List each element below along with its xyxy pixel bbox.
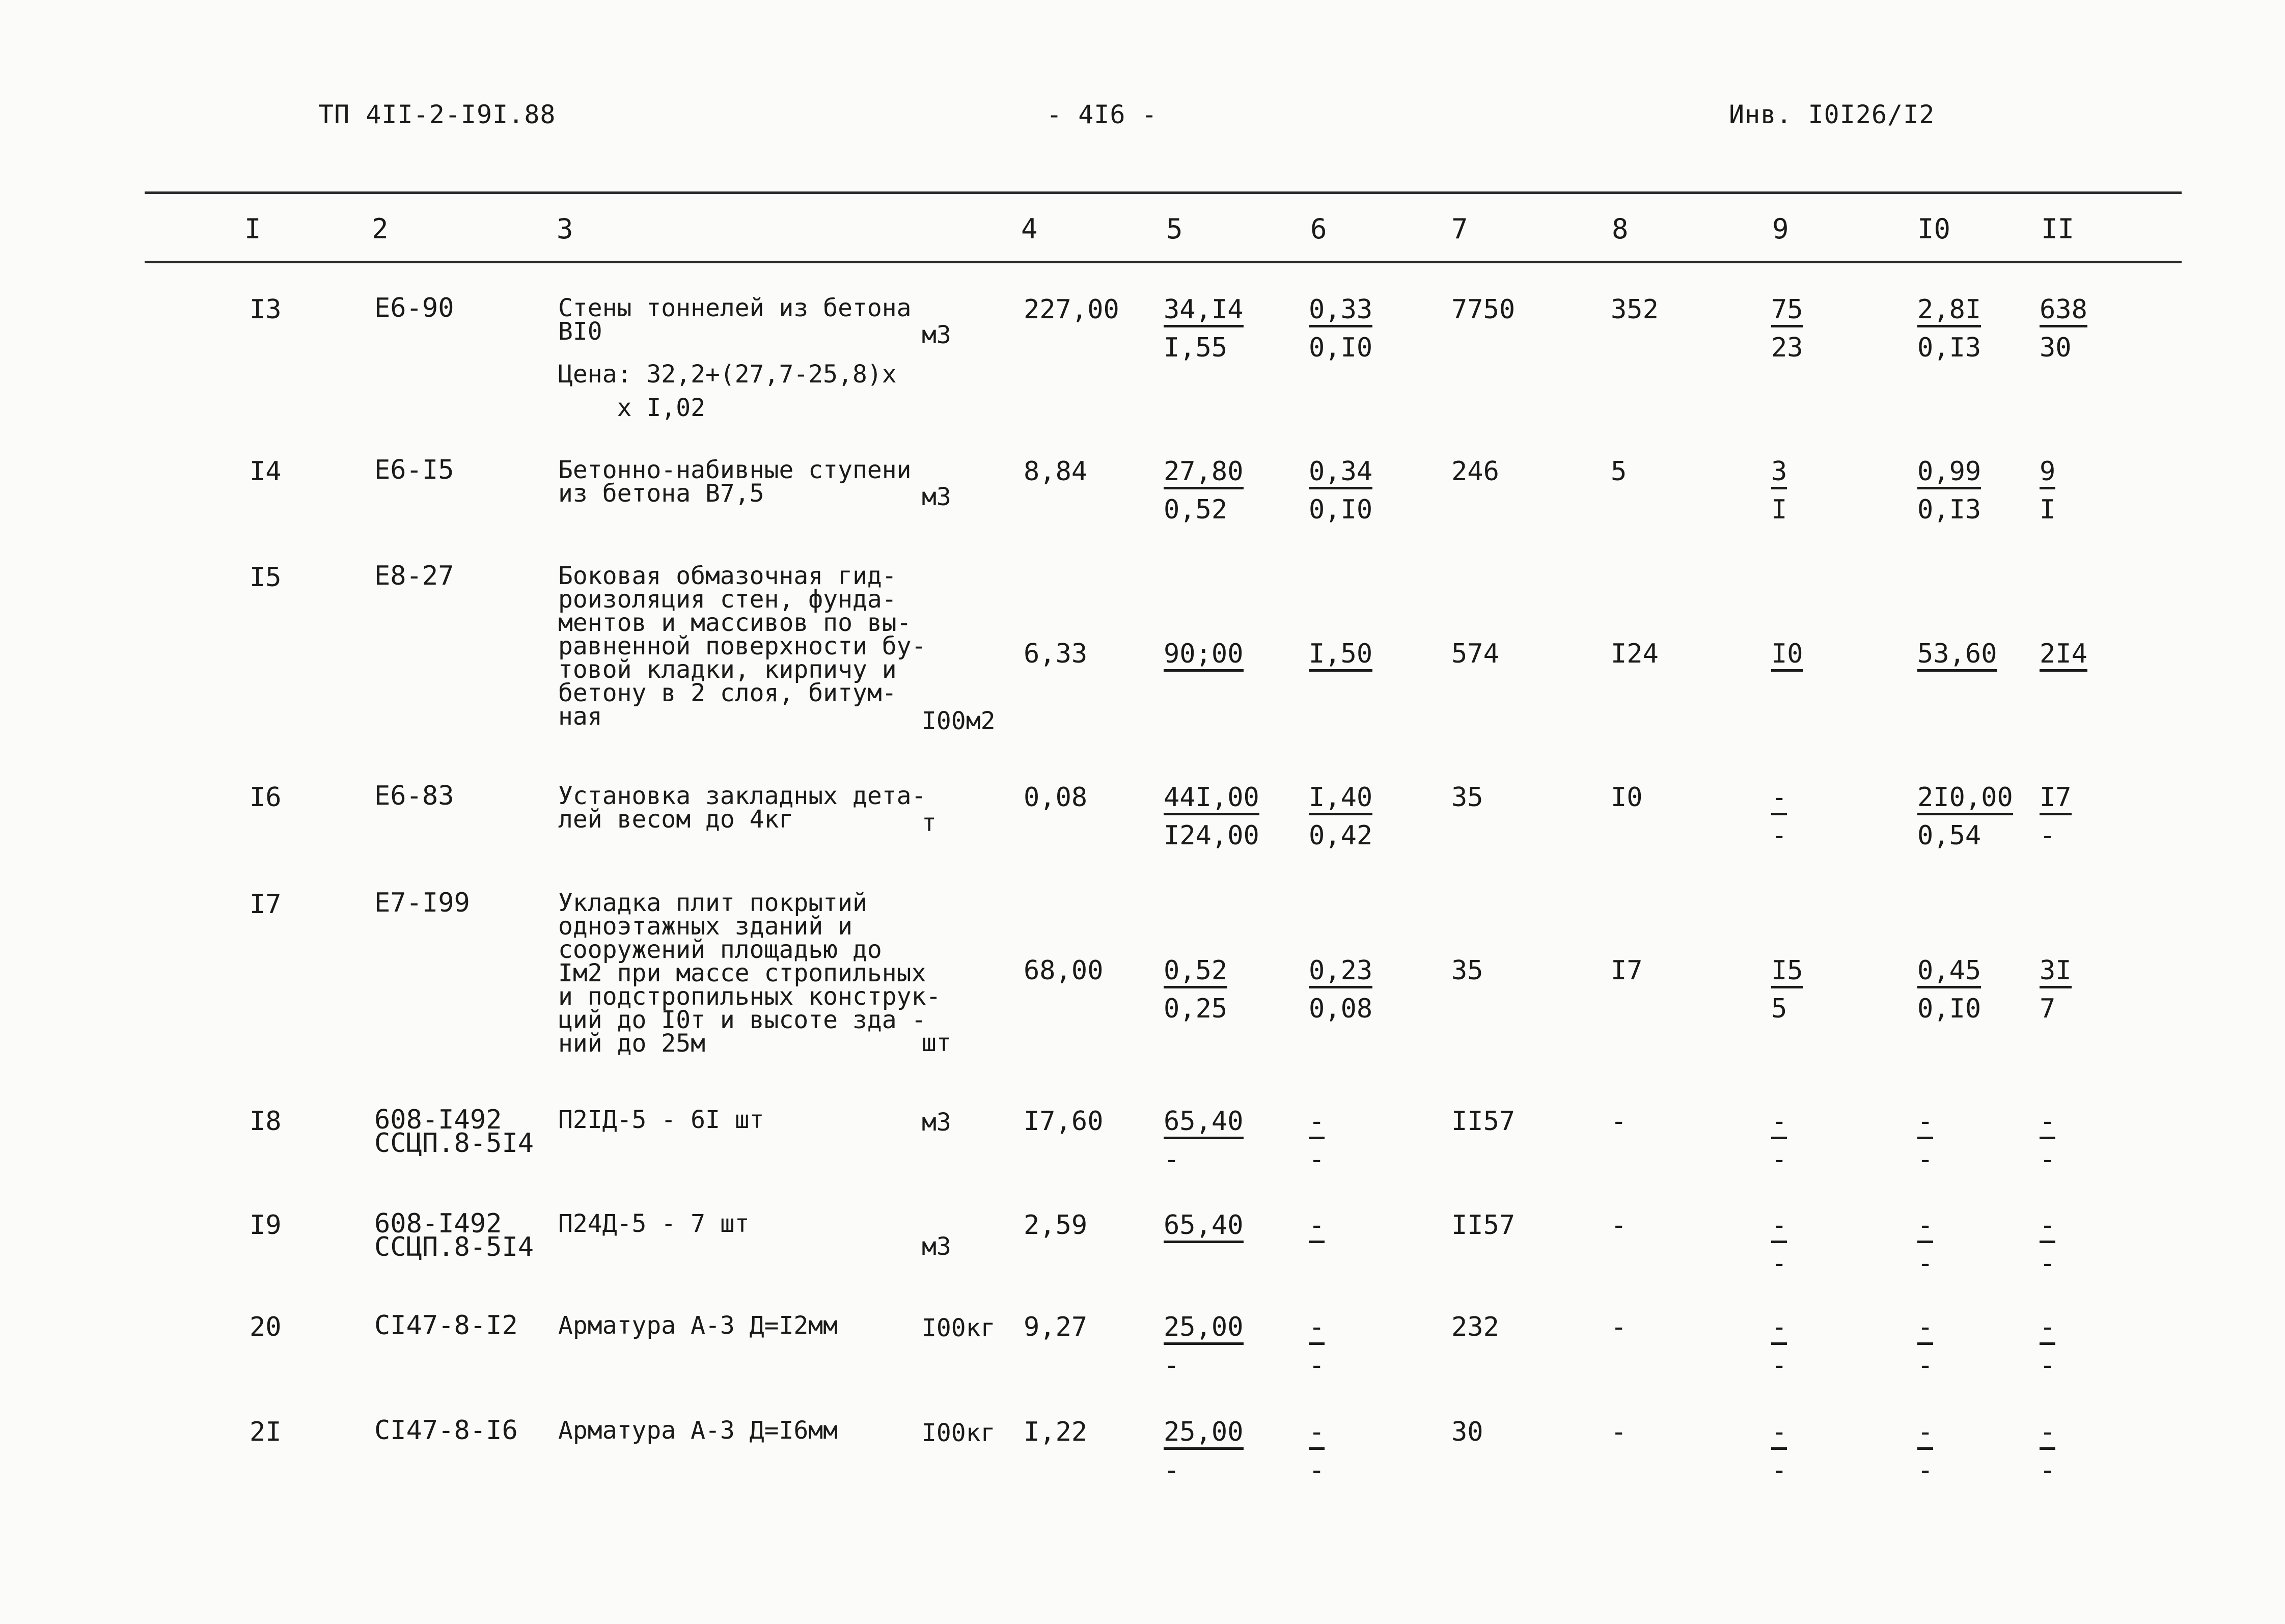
fraction-top: - [1771,1314,1787,1345]
fraction-top: - [2040,1212,2055,1243]
fraction-top: 0,34 [1309,458,1372,489]
fraction-c9 [1771,641,1803,672]
row-unit: I00м2 [922,707,996,735]
row-col8: 352 [1611,294,1659,325]
fraction-c6 [1309,1212,1325,1243]
fraction-bottom: - [1771,1455,1787,1485]
fraction-c10 [1917,784,2013,849]
fraction-c9 [1771,1212,1787,1277]
fraction-top: 34,I4 [1164,296,1244,327]
header-bottom-rule [145,261,2182,263]
fraction-c5 [1164,1212,1244,1243]
row-quantity: I,22 [1024,1417,1088,1447]
fraction-top: 9 [2040,458,2055,489]
row-description: Боковая обмазочная гид- роизоляция стен, фунда- ментов и массивов по вы- равненной поверхности бу- товой кладки, кирпичу и бетону в 2 слоя, битум- ная [558,562,926,731]
row-code: 608-I492 ССЦП.8-5I4 [374,1208,534,1262]
row-price-note: Цена: 32,2+(27,7-25,8)x x I,02 [558,360,897,422]
fraction-bottom: 30 [2040,333,2072,363]
fraction-top: - [1917,1314,1933,1345]
fraction-c10 [1917,1314,1933,1379]
col-head-1: I [244,213,261,245]
fraction-top: - [2040,1108,2055,1139]
fraction-c10 [1917,1212,1933,1277]
row-number: I3 [250,294,282,325]
fraction-c5 [1164,641,1244,672]
row-col8: - [1611,1312,1627,1342]
row-number: I6 [250,782,282,813]
row-col7: 35 [1451,955,1483,986]
fraction-bottom: I [1771,494,1787,525]
fraction-c11 [2040,641,2087,672]
row-col8: - [1611,1106,1627,1137]
fraction-bottom: 0,I0 [1917,994,1981,1024]
fraction-c10 [1917,296,1981,361]
fraction-bottom: - [1917,1144,1934,1175]
fraction-c9 [1771,458,1787,523]
row-unit: I00кг [922,1314,996,1342]
fraction-c11 [2040,784,2072,849]
fraction-bottom: - [1771,1248,1787,1279]
fraction-top: 25,00 [1164,1314,1244,1345]
row-quantity: I7,60 [1024,1106,1104,1137]
fraction-c5 [1164,957,1227,1022]
fraction-c6 [1309,784,1372,849]
fraction-bottom: 0,52 [1164,494,1228,525]
fraction-top: - [1917,1419,1933,1450]
row-code: 608-I492 ССЦП.8-5I4 [374,1105,534,1159]
row-unit: т [922,809,937,837]
col-head-7: 7 [1451,213,1468,245]
fraction-bottom: 0,42 [1309,820,1373,851]
fraction-c9 [1771,1419,1787,1483]
fraction-bottom: 7 [2040,994,2056,1024]
fraction-top: - [1917,1212,1933,1243]
fraction-c11 [2040,458,2055,523]
fraction-bottom: - [1771,820,1787,851]
row-col7: 232 [1451,1312,1499,1342]
row-col7: 7750 [1451,294,1516,325]
fraction-top: I5 [1771,957,1803,988]
fraction-c5 [1164,1419,1244,1483]
row-code: E6-83 [374,781,454,811]
row-code: E6-I5 [374,455,454,485]
fraction-c6 [1309,296,1372,361]
fraction-bottom: - [1917,1350,1934,1381]
row-description: Бетонно-набивные ступени из бетона B7,5 [558,456,912,508]
fraction-top: 2I4 [2040,641,2087,672]
row-code: E6-90 [374,293,454,323]
row-code: CI47-8-I2 [374,1310,518,1341]
row-col7: 35 [1451,782,1483,813]
fraction-top: 25,00 [1164,1419,1244,1450]
col-head-8: 8 [1612,213,1629,245]
fraction-c9 [1771,1108,1787,1173]
row-code: CI47-8-I6 [374,1415,518,1446]
row-col8: I7 [1611,955,1643,986]
fraction-top: 0,33 [1309,296,1372,327]
fraction-c9 [1771,957,1803,1022]
row-col8: 5 [1611,456,1627,487]
fraction-bottom: - [2040,1350,2056,1381]
fraction-c10 [1917,1108,1933,1173]
fraction-bottom: - [1917,1455,1934,1485]
fraction-bottom: 0,25 [1164,994,1228,1024]
fraction-top: - [1309,1108,1325,1139]
row-unit: шт [922,1029,951,1057]
fraction-c9 [1771,1314,1787,1379]
fraction-bottom: - [1164,1144,1180,1175]
fraction-bottom: I24,00 [1164,820,1259,851]
row-description: П2ІД-5 - 6І шт [558,1106,764,1134]
col-head-6: 6 [1310,213,1327,245]
row-col7: II57 [1451,1210,1516,1241]
row-description: Стены тоннелей из бетона BI0 [558,294,912,346]
fraction-top: 27,80 [1164,458,1244,489]
fraction-top: - [1309,1212,1325,1243]
row-description: П24Д-5 - 7 шт [558,1209,750,1238]
row-number: I8 [250,1106,282,1137]
fraction-top: 2,8I [1917,296,1981,327]
fraction-bottom: 0,I3 [1917,333,1981,363]
doc-code: ТП 4II-2-I9I.88 [318,100,556,129]
col-head-5: 5 [1166,213,1183,245]
fraction-c10 [1917,641,1997,672]
page-number: - 4I6 - [1047,100,1158,129]
row-unit: м3 [922,1232,951,1261]
fraction-top: 53,60 [1917,641,1997,672]
fraction-bottom: - [1164,1350,1180,1381]
fraction-top: 44I,00 [1164,784,1259,815]
fraction-c10 [1917,1419,1933,1483]
row-number: I4 [250,456,282,487]
fraction-bottom: - [2040,1455,2056,1485]
row-col8: I0 [1611,782,1643,813]
row-description: Укладка плит покрытий одноэтажных зданий и сооружений площадью до Iм2 при массе стропильных и подстропильных конструк- ций до I0т и высоте зда - ний до 25м [558,889,941,1058]
row-quantity: 8,84 [1024,456,1088,487]
fraction-c6 [1309,458,1372,523]
fraction-c5 [1164,458,1244,523]
fraction-top: - [1309,1314,1325,1345]
col-head-11: II [2041,213,2075,245]
fraction-bottom: - [1771,1350,1787,1381]
fraction-c10 [1917,458,1981,523]
fraction-c6 [1309,1108,1325,1173]
row-col8: I24 [1611,639,1659,669]
fraction-bottom: - [1771,1144,1787,1175]
fraction-top: 75 [1771,296,1803,327]
fraction-top: I7 [2040,784,2072,815]
row-quantity: 9,27 [1024,1312,1088,1342]
fraction-top: - [1771,1212,1787,1243]
col-head-4: 4 [1021,213,1038,245]
row-col7: 246 [1451,456,1499,487]
col-head-9: 9 [1772,213,1789,245]
row-number: 20 [250,1312,282,1342]
fraction-top: 0,45 [1917,957,1981,988]
fraction-top: - [2040,1419,2055,1450]
fraction-top: - [1771,1419,1787,1450]
row-description: Установка закладных дета- лей весом до 4кг [558,782,926,834]
fraction-c6 [1309,1419,1325,1483]
fraction-c11 [2040,296,2087,361]
fraction-top: - [1771,1108,1787,1139]
fraction-bottom: 0,08 [1309,994,1373,1024]
row-unit: м3 [922,321,951,349]
inventory-number: Инв. I0I26/I2 [1729,100,1935,129]
fraction-bottom: 5 [1771,994,1787,1024]
fraction-top: 0,52 [1164,957,1227,988]
row-description: Арматура А-3 Д=I6мм [558,1416,838,1445]
fraction-bottom: - [2040,1248,2056,1279]
fraction-top: 3 [1771,458,1787,489]
fraction-top: I0 [1771,641,1803,672]
fraction-top: 65,40 [1164,1108,1244,1139]
fraction-c6 [1309,641,1372,672]
fraction-top: 65,40 [1164,1212,1244,1243]
fraction-bottom: 0,54 [1917,820,1981,851]
row-quantity: 227,00 [1024,294,1119,325]
fraction-c11 [2040,957,2072,1022]
fraction-bottom: - [1917,1248,1934,1279]
col-head-10: I0 [1917,213,1951,245]
fraction-bottom: I,55 [1164,333,1228,363]
fraction-bottom: - [1164,1455,1180,1485]
fraction-c5 [1164,1108,1244,1173]
fraction-bottom: 0,I0 [1309,494,1373,525]
row-description: Арматура А-3 Д=I2мм [558,1311,838,1340]
fraction-c11 [2040,1108,2055,1173]
fraction-c5 [1164,296,1244,361]
fraction-c6 [1309,957,1372,1022]
fraction-top: - [1771,784,1787,815]
fraction-top: 0,23 [1309,957,1372,988]
row-col7: 30 [1451,1417,1483,1447]
fraction-bottom: - [1309,1350,1325,1381]
fraction-c9 [1771,296,1803,361]
fraction-c11 [2040,1314,2055,1379]
fraction-bottom: 23 [1771,333,1803,363]
row-code: E8-27 [374,561,454,591]
row-number: I9 [250,1210,282,1241]
fraction-c5 [1164,784,1259,849]
row-number: I7 [250,889,282,920]
fraction-top: 0,99 [1917,458,1981,489]
fraction-bottom: I [2040,494,2056,525]
fraction-top: - [1917,1108,1933,1139]
fraction-bottom: - [1309,1455,1325,1485]
row-col7: 574 [1451,639,1499,669]
row-unit: м3 [922,1108,951,1137]
row-number: 2I [250,1417,282,1447]
row-col7: II57 [1451,1106,1516,1137]
row-number: I5 [250,562,282,593]
row-code: E7-I99 [374,888,470,918]
fraction-c9 [1771,784,1787,849]
header-top-rule [145,191,2182,194]
fraction-top: I,40 [1309,784,1372,815]
fraction-top: - [1309,1419,1325,1450]
fraction-c6 [1309,1314,1325,1379]
fraction-top: 3I [2040,957,2072,988]
fraction-bottom: 0,I0 [1309,333,1373,363]
col-head-2: 2 [372,213,389,245]
fraction-top: 90;00 [1164,641,1244,672]
fraction-c11 [2040,1419,2055,1483]
fraction-top: I,50 [1309,641,1372,672]
row-quantity: 0,08 [1024,782,1088,813]
row-quantity: 68,00 [1024,955,1104,986]
row-col8: - [1611,1210,1627,1241]
fraction-c5 [1164,1314,1244,1379]
fraction-top: - [2040,1314,2055,1345]
fraction-bottom: - [2040,1144,2056,1175]
row-col8: - [1611,1417,1627,1447]
fraction-c10 [1917,957,1981,1022]
row-unit: м3 [922,483,951,511]
row-unit: I00кг [922,1419,996,1447]
fraction-top: 638 [2040,296,2087,327]
fraction-bottom: 0,I3 [1917,494,1981,525]
fraction-c11 [2040,1212,2055,1277]
fraction-bottom: - [1309,1144,1325,1175]
row-quantity: 2,59 [1024,1210,1088,1241]
fraction-top: 2I0,00 [1917,784,2013,815]
fraction-bottom: - [2040,820,2056,851]
col-head-3: 3 [557,213,573,245]
row-quantity: 6,33 [1024,639,1088,669]
